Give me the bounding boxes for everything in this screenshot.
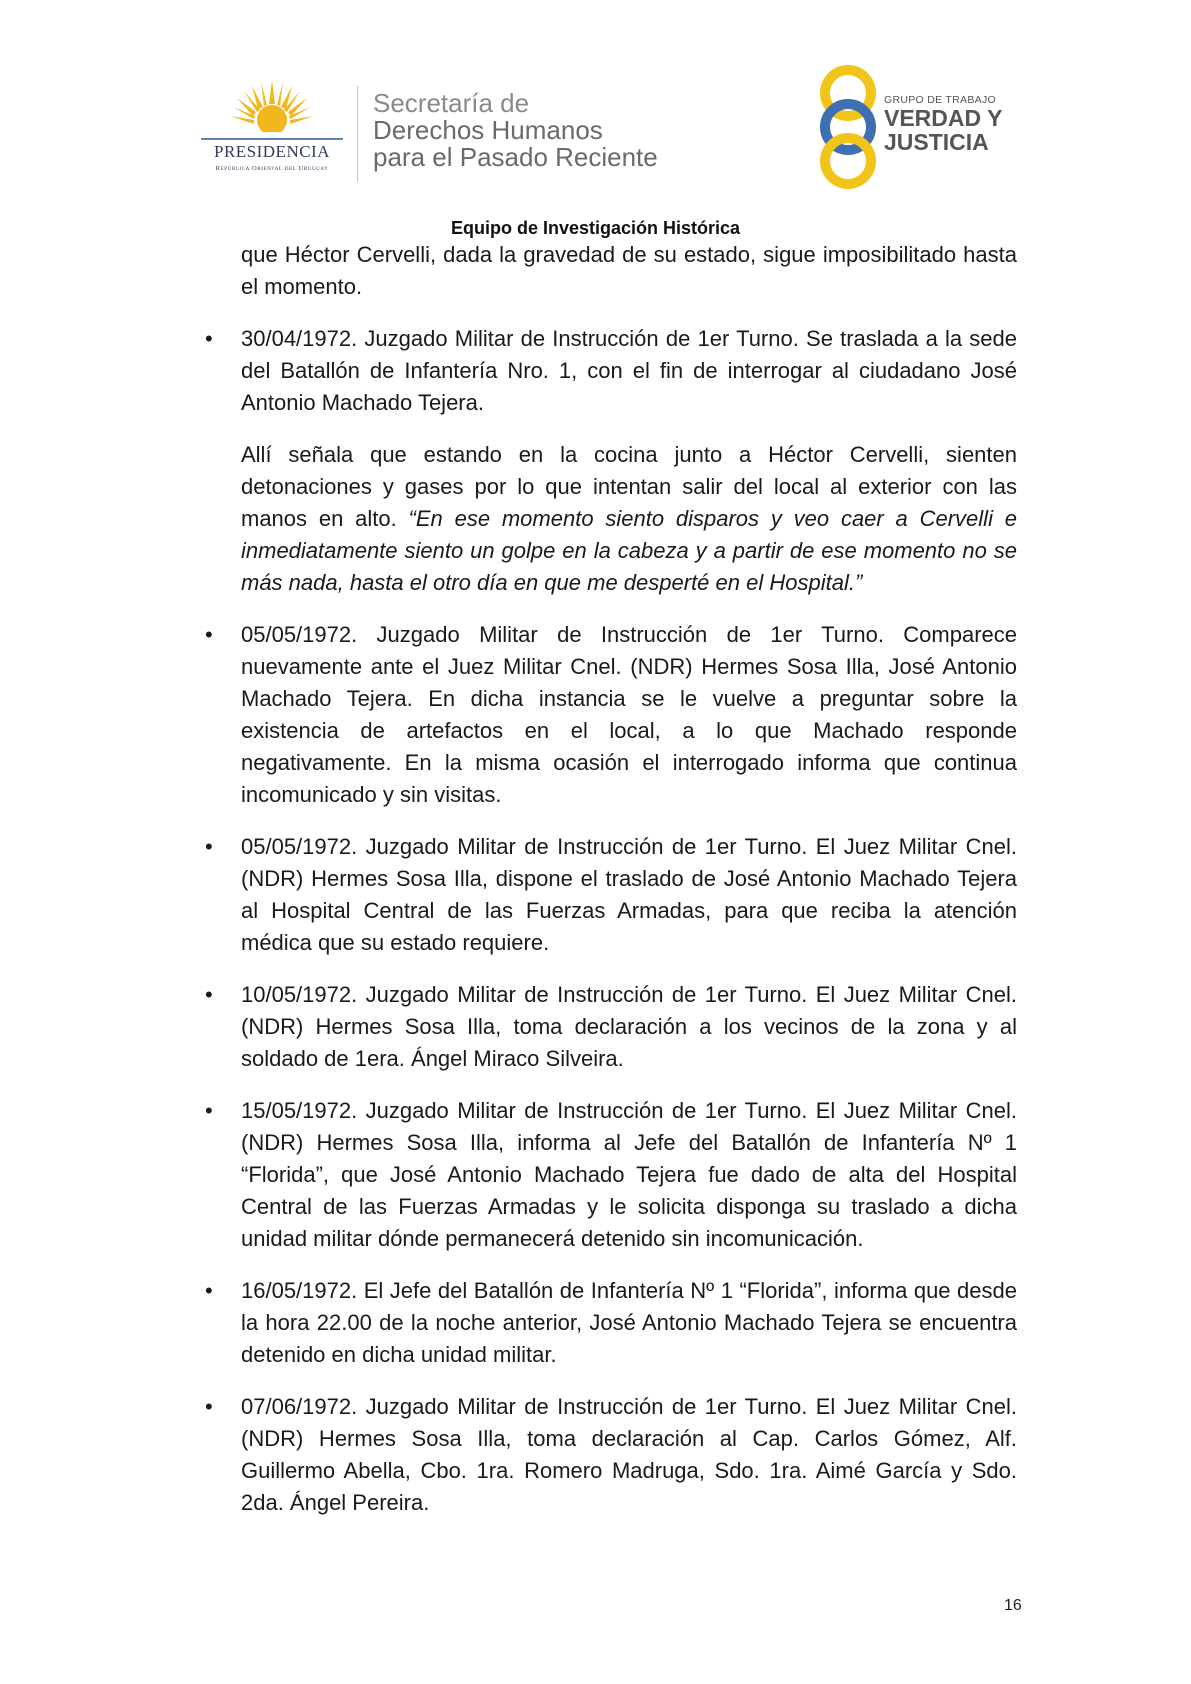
rings-icon <box>812 62 884 192</box>
secretaria-line-3: para el Pasado Reciente <box>373 142 658 172</box>
list-item-text: 10/05/1972. Juzgado Militar de Instrucción de 1er Turno. El Juez Militar Cnel. (NDR) Hermes Sosa Illa, toma declaración a los vecinos de la zona y al soldado de 1era. Ángel Miraco Silveira. <box>241 982 1017 1071</box>
list-item <box>205 323 1017 599</box>
grupo-line-1: GRUPO DE TRABAJO <box>884 94 996 106</box>
list-item-text: 15/05/1972. Juzgado Militar de Instrucción de 1er Turno. El Juez Militar Cnel. (NDR) Hermes Sosa Illa, informa al Jefe del Batallón de Infantería Nº 1 “Florida”, que José Antonio Machado Tejera fue dado de alta del Hospital Central de las Fuerzas Armadas y le solicita disponga su traslado a dicha unidad militar dónde permanecerá detenido sin incomunicación. <box>241 1098 1017 1251</box>
list-item-second-paragraph <box>241 439 1017 599</box>
list-item <box>205 979 1017 1075</box>
bullet: • <box>205 622 213 647</box>
bullet: • <box>205 834 213 859</box>
list-item-text: 05/05/1972. Juzgado Militar de Instrucción de 1er Turno. El Juez Militar Cnel. (NDR) Hermes Sosa Illa, dispone el traslado de José Antonio Machado Tejera al Hospital Central de las Fuerzas Armadas, para que reciba la atención médica que su estado requiere. <box>241 834 1017 955</box>
secretaria-line-2: Derechos Humanos <box>373 115 603 145</box>
list-item <box>205 1095 1017 1255</box>
presidencia-name: PRESIDENCIA <box>213 142 330 161</box>
bullet: • <box>205 1098 213 1123</box>
bullet: • <box>205 326 213 351</box>
bullet: • <box>205 1394 213 1419</box>
page-number: 16 <box>1004 1597 1022 1614</box>
list-item <box>205 1391 1017 1519</box>
presidencia-rule <box>201 138 343 140</box>
secretaria-logo-text <box>373 90 703 171</box>
list-item <box>205 619 1017 811</box>
bullet: • <box>205 1278 213 1303</box>
list-item <box>205 1275 1017 1371</box>
list-item-text: 16/05/1972. El Jefe del Batallón de Infantería Nº 1 “Florida”, informa que desde la hora 22.00 de la noche anterior, José Antonio Machado Tejera se encuentra detenido en dicha unidad militar. <box>241 1278 1017 1367</box>
grupo-trabajo-logo <box>812 62 1012 192</box>
page-header <box>0 0 1191 215</box>
list-item <box>205 831 1017 959</box>
grupo-line-3: JUSTICIA <box>884 129 989 155</box>
secretaria-line-1: Secretaría de <box>373 88 530 118</box>
continued-paragraph: que Héctor Cervelli, dada la gravedad de su estado, sigue imposibilitado hasta el momento. <box>241 242 1017 299</box>
list-item-text: 30/04/1972. Juzgado Militar de Instrucción de 1er Turno. Se traslada a la sede del Batallón de Infantería Nro. 1, con el fin de interrogar al ciudadano José Antonio Machado Tejera. <box>241 326 1017 415</box>
testimony-intro: Allí señala que estando en la cocina junto a Héctor Cervelli, sienten detonaciones y gases por lo que intentan salir del local al exterior con las manos en alto. <box>241 442 1017 531</box>
sun-icon <box>230 80 314 138</box>
bullet: • <box>205 982 213 1007</box>
list-item-text: 07/06/1972. Juzgado Militar de Instrucción de 1er Turno. El Juez Militar Cnel. (NDR) Hermes Sosa Illa, toma declaración al Cap. Carlos Gómez, Alf. Guillermo Abella, Cbo. 1ra. Romero Madruga, Sdo. 1ra. Aimé García y Sdo. 2da. Ángel Pereira. <box>241 1394 1017 1515</box>
presidencia-subtitle: República Oriental del Uruguay <box>215 165 329 172</box>
grupo-line-2: VERDAD Y <box>884 105 1003 131</box>
testimony-quote: “En ese momento siento disparos y veo caer a Cervelli e inmediatamente siento un golpe en la cabeza y a partir de ese momento no se más nada, hasta el otro día en que me desperté en el Hospital.” <box>241 506 1017 595</box>
team-title: Equipo de Investigación Histórica <box>450 218 741 238</box>
document-body <box>205 239 1017 1539</box>
list-item-text: 05/05/1972. Juzgado Militar de Instrucción de 1er Turno. Comparece nuevamente ante el Juez Militar Cnel. (NDR) Hermes Sosa Illa, José Antonio Machado Tejera. En dicha instancia se le vuelve a preguntar sobre la existencia de artefactos en el local, a lo que Machado responde negativamente. En la misma ocasión el interrogado informa que continua incomunicado y sin visitas. <box>241 622 1017 807</box>
grupo-trabajo-text <box>884 94 1024 154</box>
presidencia-logo <box>197 80 347 190</box>
header-divider <box>357 86 358 182</box>
